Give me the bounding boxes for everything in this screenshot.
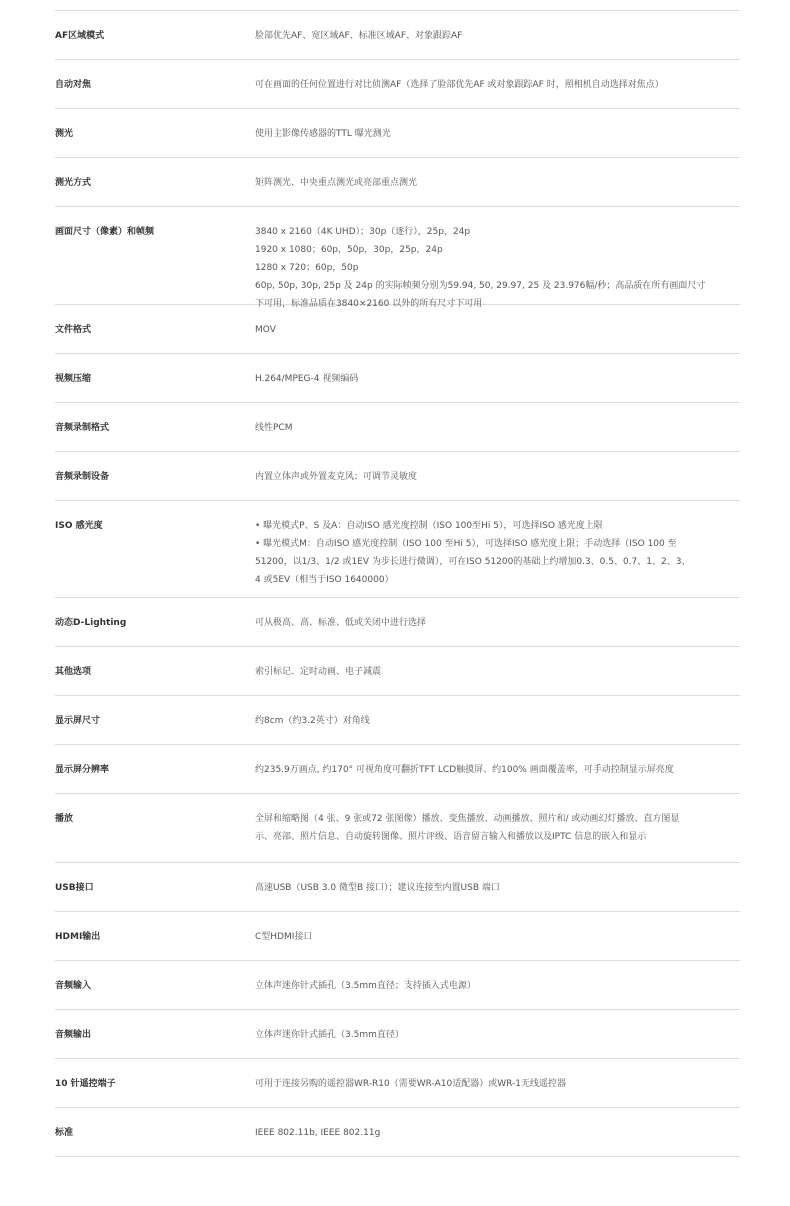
- spec-value-line: C型HDMI接口: [255, 932, 313, 942]
- spec-value: [255, 712, 740, 730]
- spec-label: 画面尺寸（像素）和帧频: [55, 227, 155, 237]
- spec-value: [255, 663, 740, 681]
- spec-value-line: 高速USB（USB 3.0 微型B 接口）；建议连接至内置USB 端口: [255, 883, 500, 893]
- spec-value: [255, 1075, 740, 1093]
- spec-value-line: 可从极高、高、标准、低或关闭中进行选择: [255, 618, 427, 628]
- spec-label: HDMI输出: [55, 932, 101, 942]
- spec-value: [255, 468, 740, 486]
- spec-value-line: 4 或5EV（相当于ISO 1640000）: [255, 575, 394, 585]
- spec-value-line: 线性PCM: [255, 423, 293, 433]
- spec-table: [55, 10, 740, 1157]
- spec-row: [55, 11, 740, 60]
- spec-value-line: 下可用，标准品质在3840×2160 以外的所有尺寸下可用: [255, 299, 483, 309]
- spec-label: 测光方式: [55, 178, 92, 188]
- spec-value: [255, 517, 740, 589]
- spec-label: ISO 感光度: [55, 521, 103, 531]
- spec-label: 测光: [55, 129, 74, 139]
- spec-label: 音频输入: [55, 981, 92, 991]
- spec-value-line: 51200，以1/3、1/2 或1EV 为步长进行微调），可在ISO 51200的基础上约增加0.3、0.5、0.7、1、2、3、: [255, 557, 691, 567]
- spec-value: [255, 223, 740, 313]
- spec-value: [255, 928, 740, 946]
- spec-value: [255, 977, 740, 995]
- spec-row: [55, 452, 740, 501]
- spec-value-line: 矩阵测光、中央重点测光或亮部重点测光: [255, 178, 418, 188]
- spec-value-line: 约8cm（约3.2英寸）对角线: [255, 716, 370, 726]
- spec-value: [255, 76, 740, 94]
- spec-value-line: 内置立体声或外置麦克风；可调节灵敏度: [255, 472, 418, 482]
- spec-value-line: H.264/MPEG-4 视频编码: [255, 374, 359, 384]
- spec-label: AF区域模式: [55, 31, 105, 41]
- spec-row: [55, 647, 740, 696]
- spec-value-line: 60p, 50p, 30p, 25p 及 24p 的实际帧频分别为59.94, 50, 29.97, 25 及 23.976幅/秒；高品质在所有画面尺寸: [255, 281, 706, 291]
- spec-label: 显示屏尺寸: [55, 716, 101, 726]
- spec-row: [55, 403, 740, 452]
- spec-value-line: 索引标记、定时动画、电子减震: [255, 667, 382, 677]
- spec-label: 音频输出: [55, 1030, 92, 1040]
- spec-row: [55, 696, 740, 745]
- spec-row: [55, 354, 740, 403]
- spec-label: 标准: [55, 1128, 74, 1138]
- spec-value-line: 3840 x 2160（4K UHD）；30p（逐行），25p，24p: [255, 227, 471, 237]
- spec-value: [255, 27, 740, 45]
- spec-label: 音频录制设备: [55, 472, 110, 482]
- spec-label: 音频录制格式: [55, 423, 110, 433]
- spec-row: [55, 863, 740, 912]
- spec-value: [255, 1124, 740, 1142]
- spec-value: [255, 761, 740, 779]
- spec-row: [55, 158, 740, 207]
- spec-value-line: 可用于连接另购的遥控器WR-R10（需要WR-A10适配器）或WR-1无线遥控器: [255, 1079, 566, 1089]
- spec-value: [255, 810, 740, 846]
- spec-value: [255, 879, 740, 897]
- spec-value: [255, 419, 740, 437]
- spec-label: 文件格式: [55, 325, 92, 335]
- spec-value-line: 全屏和缩略图（4 张、9 张或72 张图像）播放、变焦播放、动画播放、照片和/ 或动画幻灯播放、直方图显: [255, 814, 680, 824]
- spec-label: 其他选项: [55, 667, 92, 677]
- spec-row: [55, 1108, 740, 1157]
- spec-value: [255, 174, 740, 192]
- spec-value-line: 约235.9万画点, 约170° 可视角度可翻折TFT LCD触摸屏、约100% 画面覆盖率，可手动控制显示屏亮度: [255, 765, 674, 775]
- spec-label: 视频压缩: [55, 374, 92, 384]
- spec-value-line: 1280 x 720；60p，50p: [255, 263, 359, 273]
- spec-label: 动态D-Lighting: [55, 618, 127, 628]
- spec-row: [55, 1010, 740, 1059]
- spec-value-line: 脸部优先AF、宽区域AF、标准区域AF、对象跟踪AF: [255, 31, 463, 41]
- spec-row: [55, 109, 740, 158]
- spec-row: [55, 501, 740, 598]
- spec-value: [255, 370, 740, 388]
- spec-row: [55, 60, 740, 109]
- spec-value-line: 示、亮部、照片信息、自动旋转图像、照片评级、语音留言输入和播放以及IPTC 信息的嵌入和显示: [255, 832, 647, 842]
- spec-value-line: 1920 x 1080；60p，50p，30p，25p，24p: [255, 245, 443, 255]
- spec-value-line: IEEE 802.11b, IEEE 802.11g: [255, 1128, 381, 1138]
- spec-row: [55, 794, 740, 863]
- spec-row: [55, 1059, 740, 1108]
- spec-label: 自动对焦: [55, 80, 92, 90]
- spec-value: [255, 1026, 740, 1044]
- spec-value-line: 使用主影像传感器的TTL 曝光测光: [255, 129, 391, 139]
- spec-row: [55, 598, 740, 647]
- spec-value: [255, 614, 740, 632]
- spec-row: [55, 912, 740, 961]
- spec-value-line: 可在画面的任何位置进行对比侦测AF（选择了脸部优先AF 或对象跟踪AF 时，照相机自动选择对焦点）: [255, 80, 664, 90]
- spec-label: 显示屏分辨率: [55, 765, 110, 775]
- spec-value-line: MOV: [255, 325, 276, 335]
- spec-label: 播放: [55, 814, 74, 824]
- spec-value-line: • 曝光模式P、S 及A：自动ISO 感光度控制（ISO 100至Hi 5），可选择ISO 感光度上限: [255, 521, 603, 531]
- spec-value: [255, 125, 740, 143]
- spec-label: 10 针遥控端子: [55, 1079, 116, 1089]
- spec-value-line: 立体声迷你针式插孔（3.5mm直径；支持插入式电源）: [255, 981, 476, 991]
- spec-label: USB接口: [55, 883, 94, 893]
- spec-value-line: 立体声迷你针式插孔（3.5mm直径）: [255, 1030, 404, 1040]
- spec-value: [255, 321, 740, 339]
- spec-row: [55, 745, 740, 794]
- spec-row: [55, 961, 740, 1010]
- spec-row: [55, 207, 740, 309]
- spec-value-line: • 曝光模式M：自动ISO 感光度控制（ISO 100 至Hi 5），可选择ISO 感光度上限；手动选择（ISO 100 至: [255, 539, 677, 549]
